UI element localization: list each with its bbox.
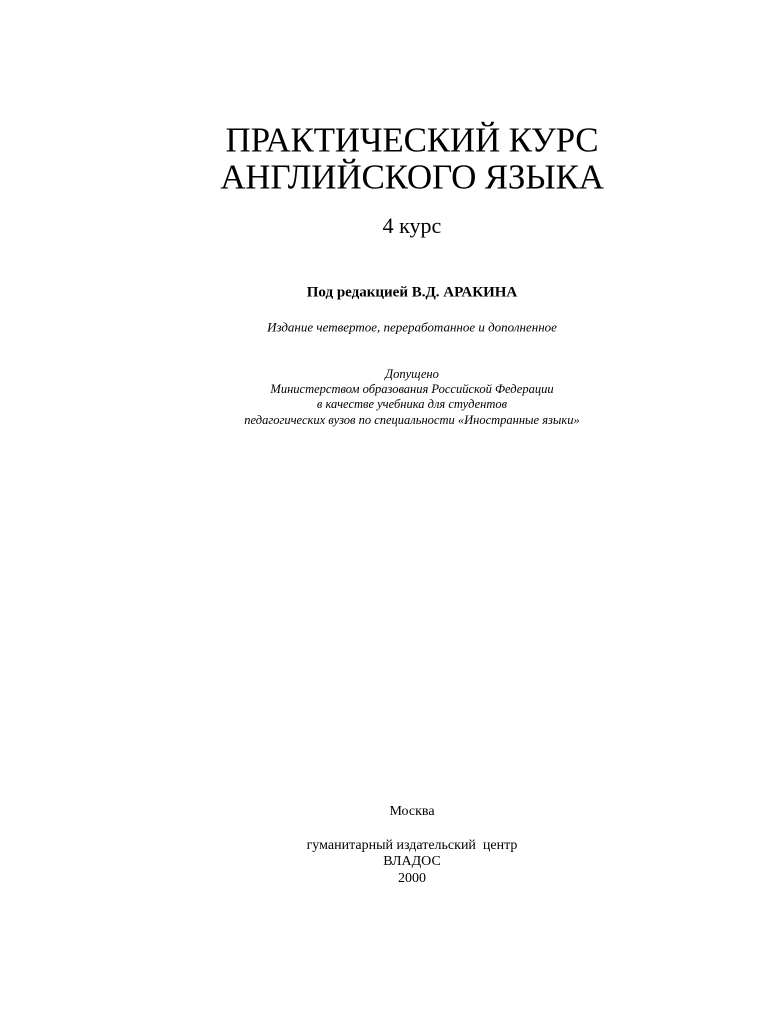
- publisher-brand: ВЛАДОС: [383, 854, 441, 869]
- publisher-name: гуманитарный издательский центр: [306, 838, 518, 853]
- publisher-city: Москва: [389, 804, 435, 819]
- course-year: 4 курс: [382, 213, 442, 238]
- publication-year: 2000: [398, 871, 426, 886]
- approval-line: Министерством образования Российской Федерации: [270, 381, 554, 396]
- approval-line: Допущено: [385, 366, 439, 381]
- edition-note: Издание четвертое, переработанное и дополненное: [267, 319, 557, 335]
- approval-line: в качестве учебника для студентов: [316, 396, 508, 411]
- book-title-line-2: АНГЛИЙСКОГО ЯЗЫКА: [220, 157, 604, 197]
- editor-credit: Под редакцией В.Д. АРАКИНА: [306, 284, 518, 301]
- book-title-line-1: ПРАКТИЧЕСКИЙ КУРС: [225, 120, 599, 160]
- approval-line: педагогических вузов по специальности «Иностранные языки»: [244, 412, 580, 427]
